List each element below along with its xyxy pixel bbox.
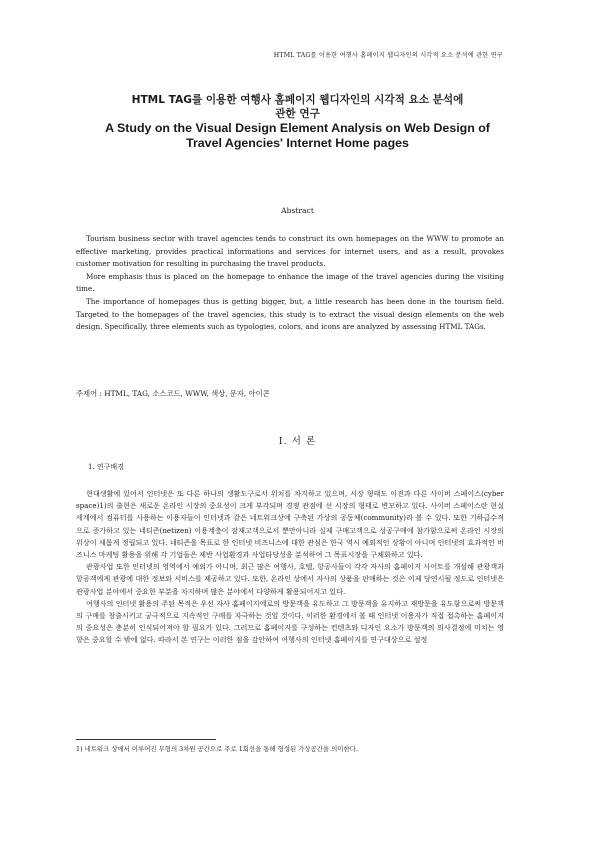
title-block [60,93,535,150]
running-header: HTML TAG를 이용한 여행사 홈페이지 웹디자인의 시각적 요소 분석에 관한 연구 [273,52,503,59]
body-paragraph: 관광사업 또한 인터넷의 영역에서 예외가 아니며, 최근 많은 여행사, 호텔, 항공사들이 각각 자사의 홈페이지 사이트를 개설해 관광객과 항공객에게 관광에 대한 정보와 서비스를 제공하고 있다. 또한, 온라인 상에서 자사의 상품을 판매하는 것은 이제 당연시될 정도로 인터넷은 관광사업 분야에서 중요한 부분을 차지하며 많은 분야에서 다양하게 활용되어지고 있다. [76,562,504,596]
abstract-body [76,233,504,334]
english-title-line-2: Travel Agencies' Internet Home pages [186,135,409,150]
abstract-paragraph: More emphasis thus is placed on the homepage to enhance the image of the travel agencies during the visiting time. [76,271,504,294]
abstract-paragraph: Tourism business sector with travel agencies tends to construct its own homepages on the WWW to promote an effective marketing, provides practical informations and services for internet users, and as a result, provokes customer motivation for resulting in purchasing the travel products. [76,234,504,269]
footnote-divider [76,739,216,740]
abstract-paragraph: The importance of homepages thus is getting bigger, but, a little research has been done in the tourism field. Targeted to the homepages of the travel agencies, this study is to extract the visual design elements on the web design. Specifically, three elements such as typologies, colors, and icons are analyzed by assessing HTML TAGs. [76,296,504,332]
subsection-heading: 1. 연구배경 [88,463,124,471]
keywords: 주제어 : HTML, TAG, 소스코드, WWW, 색상, 문자, 아이콘 [76,389,270,398]
body-text [76,488,504,647]
footnote: 1) 네트워크 상에서 이루어진 무형의 3차원 공간으로 주로 1회선을 통해 형성된 가상공간을 의미한다. [76,745,358,753]
section-heading: Ⅰ. 서 론 [278,436,317,447]
body-paragraph: 여행사의 인터넷 활용의 주된 목적은 우선 자사 홈페이지에로의 방문객을 유도하고 그 방문객을 유지하고 재방문을 유도함으로써 방문객의 구매를 창출시키고 궁극적으로 지속적인 구매를 자극하는 것일 것이다. 이러한 환경에서 볼 때 인터넷 이용자가 직접 접촉하는 홈페이지의 중요성은 충분히 인식되어져야 할 필요가 있다. 그러므로 홈페이지를 구성하는 컨텐츠와 디자인 요소가 방문객의 의사결정에 미치는 영향은 중요할 수 밖에 없다. 따라서 본 연구는 이러한 점을 감안하여 여행사의 인터넷 홈페이지를 연구대상으로 설정 [76,598,504,645]
english-title-line-1: A Study on the Visual Design Element Analysis on Web Design of [105,121,490,135]
abstract-heading: Abstract [281,206,314,215]
korean-title-line-2: 관한 연구 [275,108,320,120]
body-paragraph: 현대생활에 있어서 인터넷은 또 다른 하나의 생활도구로서 위치를 차지하고 있으며, 시장 형태도 이전과 다른 사이버 스페이스(cyber space)1)의 출현은 새로운 온라인 시장의 중요성이 크게 부각되며 경쟁 관점에 선 시장의 형태로 변모하고 있다. 사이버 스페이스란 현실 세계에서 컴퓨터를 사용하는 이용자들이 인터넷과 같은 네트워크상에 구축된 가상의 공동체(community)라 볼 수 있다. 또한 기하급수적으로 증가하고 있는 네티즌(netizen) 이용계층이 잠재고객으로서 뿐만아니라 실제 구매고객으로 성공구매에 참가함으로써 온라인 시장의 위상이 새롭게 정립되고 있다. 네티즌을 목표로 한 인터넷 비즈니스에 대한 관심은 한국 역시 예외적인 상황이 아니며 인터넷의 효과적인 비즈니스 마케팅 활용을 위해 각 기업들은 제반 사업환경과 사업타당성을 분석하여 그 목표시장을 구체화하고 있다. [76,489,504,560]
korean-title-line-1: HTML TAG를 이용한 여행사 홈페이지 웹디자인의 시각적 요소 분석에 [131,94,464,106]
